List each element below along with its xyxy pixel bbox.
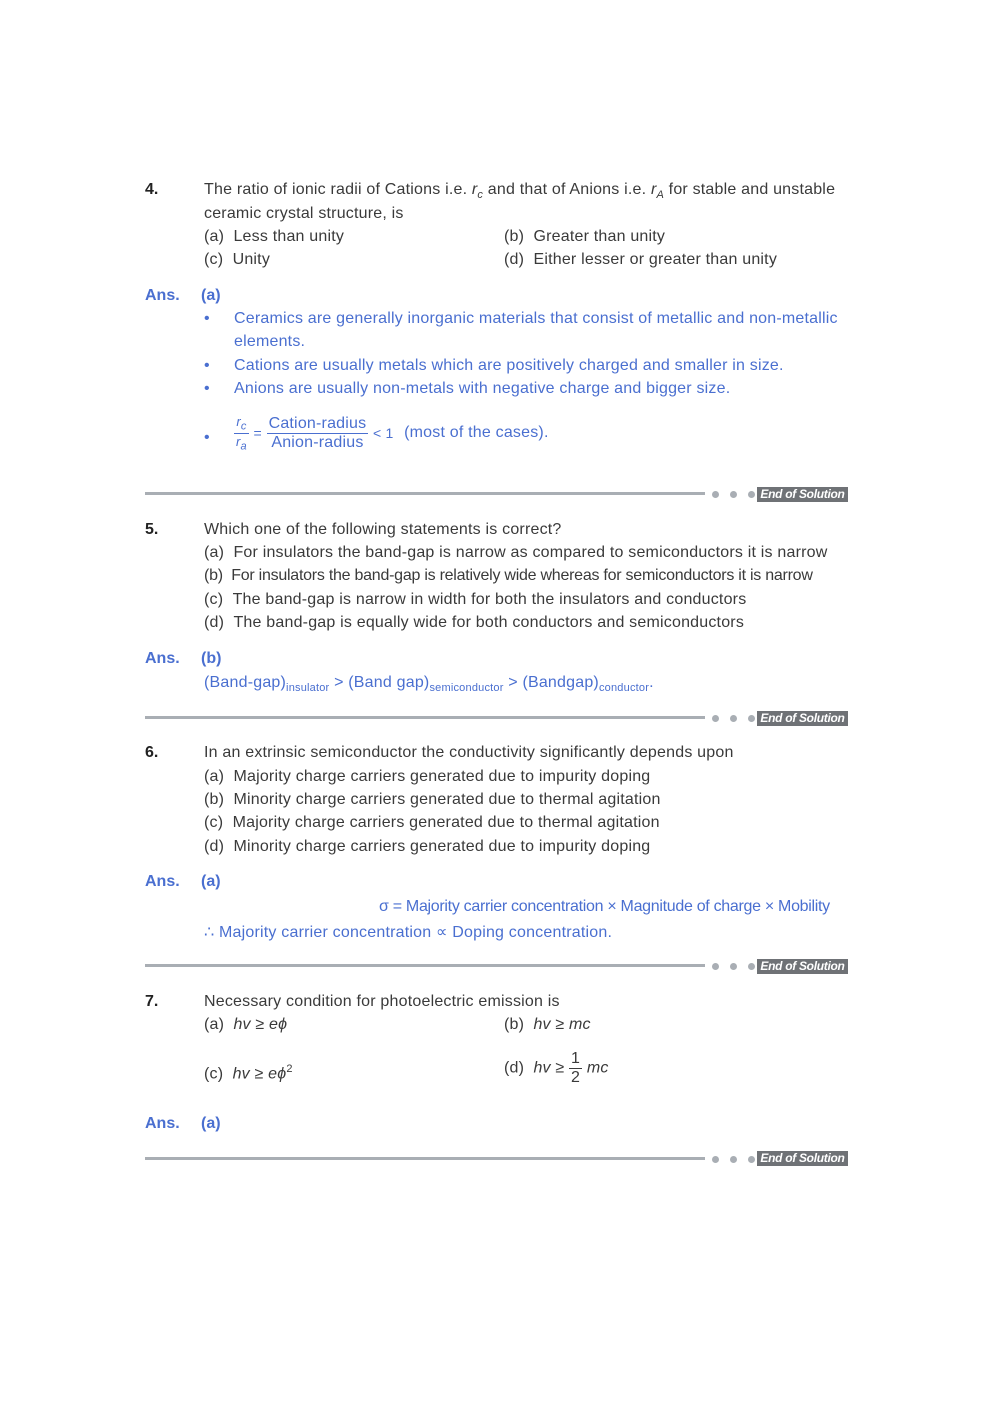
q6-option-a: (a) Majority charge carriers generated due to impurity doping	[204, 768, 651, 785]
q4-rc: $r_c$	[471, 181, 484, 202]
q4-option-c: (c) Unity	[204, 251, 271, 268]
q6-expl-line2: ∴ Majority carrier concentration ∝ Doping concentration.	[204, 924, 613, 941]
q4-option-a: (a) Less than unity	[204, 228, 345, 245]
q4-text-line2: ceramic crystal structure, is	[204, 205, 404, 222]
q7-option-b: (b) hv ≥ mc	[504, 1016, 591, 1033]
q5-text: Which one of the following statements is correct?	[204, 521, 562, 538]
q6-ans-label: Ans.	[145, 873, 180, 890]
q4-formula	[234, 414, 549, 452]
q7-text: Necessary condition for photoelectric emission is	[204, 993, 560, 1010]
q4-text-line1	[204, 181, 835, 201]
q4-formula-note: (most of the cases).	[404, 424, 549, 442]
q6-text: In an extrinsic semiconductor the conductivity significantly depends upon	[204, 744, 734, 761]
one-half-fraction: $\frac{1}{2}$	[571, 1050, 581, 1086]
q4-bullet-1: Ceramics are generally inorganic materials that consist of metallic and non-metallic	[234, 310, 838, 327]
q6-number: 6.	[145, 744, 159, 761]
q4-ans-value: (a)	[201, 287, 221, 304]
end-of-solution-badge: End of Solution	[757, 1151, 848, 1166]
radius-fraction: $\frac{\text{Cation-radius}}{\text{Anion-radius}}$	[268, 414, 367, 451]
q6-option-b: (b) Minority charge carriers generated due to thermal agitation	[204, 791, 661, 808]
q5-option-b: (b) For insulators the band-gap is relatively wide whereas for semiconductors it is narrow	[204, 567, 813, 584]
q5-ans-label: Ans.	[145, 650, 180, 667]
q4-text-c: for stable and unstable	[668, 181, 836, 198]
q5-ans-value: (b)	[201, 650, 222, 667]
section-divider	[145, 1157, 705, 1160]
q5-option-a: (a) For insulators the band-gap is narrow as compared to semiconductors it is narrow	[204, 544, 828, 561]
q7-ans-label: Ans.	[145, 1115, 180, 1132]
q4-ra: $r_A$	[650, 181, 665, 202]
q4-option-d: (d) Either lesser or greater than unity	[504, 251, 778, 268]
q6-expl-line1: σ = Majority carrier concentration × Magnitude of charge × Mobility	[379, 898, 830, 915]
end-of-solution-badge: End of Solution	[757, 959, 848, 974]
q5-option-c: (c) The band-gap is narrow in width for both the insulators and conductors	[204, 591, 747, 608]
q7-option-a: (a) hv ≥ eϕ	[204, 1016, 288, 1033]
end-of-solution-badge: End of Solution	[757, 487, 848, 502]
q5-option-d: (d) The band-gap is equally wide for both conductors and semiconductors	[204, 614, 745, 631]
q4-ans-label: Ans.	[145, 287, 180, 304]
less-than-one: < 1	[372, 425, 394, 442]
q7-option-c: (c) hv ≥ $e\phi^2$	[204, 1063, 293, 1083]
bullet-icon: •	[204, 380, 210, 397]
q5-number: 5.	[145, 521, 159, 538]
q7-number: 7.	[145, 993, 159, 1010]
q4-text-a: The ratio of ionic radii of Cations i.e.	[204, 181, 468, 198]
section-divider	[145, 492, 705, 495]
q6-option-d: (d) Minority charge carriers generated due to impurity doping	[204, 838, 651, 855]
q4-option-b: (b) Greater than unity	[504, 228, 666, 245]
q4-bullet-1-cont: elements.	[234, 333, 306, 350]
section-divider	[145, 716, 705, 719]
end-of-solution-badge: End of Solution	[757, 711, 848, 726]
equals-sign: =	[253, 425, 262, 442]
q4-bullet-2: Cations are usually metals which are positively charged and smaller in size.	[234, 357, 784, 374]
bullet-icon: •	[204, 429, 210, 446]
q6-ans-value: (a)	[201, 873, 221, 890]
q4-number: 4.	[145, 181, 159, 198]
q7-option-d: (d) hv ≥ $\frac{1}{2}$ mc	[504, 1050, 609, 1086]
q4-bullet-3: Anions are usually non-metals with negative charge and bigger size.	[234, 380, 731, 397]
q6-option-c: (c) Majority charge carriers generated due to thermal agitation	[204, 814, 660, 831]
q7-ans-value: (a)	[201, 1115, 221, 1132]
bullet-icon: •	[204, 357, 210, 374]
bullet-icon: •	[204, 310, 210, 327]
q4-text-b: and that of Anions i.e.	[487, 181, 647, 198]
rc-over-ra-fraction: $\frac{r_c}{r_a}$	[236, 414, 247, 453]
q5-explanation: $(Band-gap)_{insulator}$ > (Band $gap)_{semiconductor}$ > $(Bandgap)_{conductor}$.	[204, 674, 654, 695]
section-divider	[145, 964, 705, 967]
